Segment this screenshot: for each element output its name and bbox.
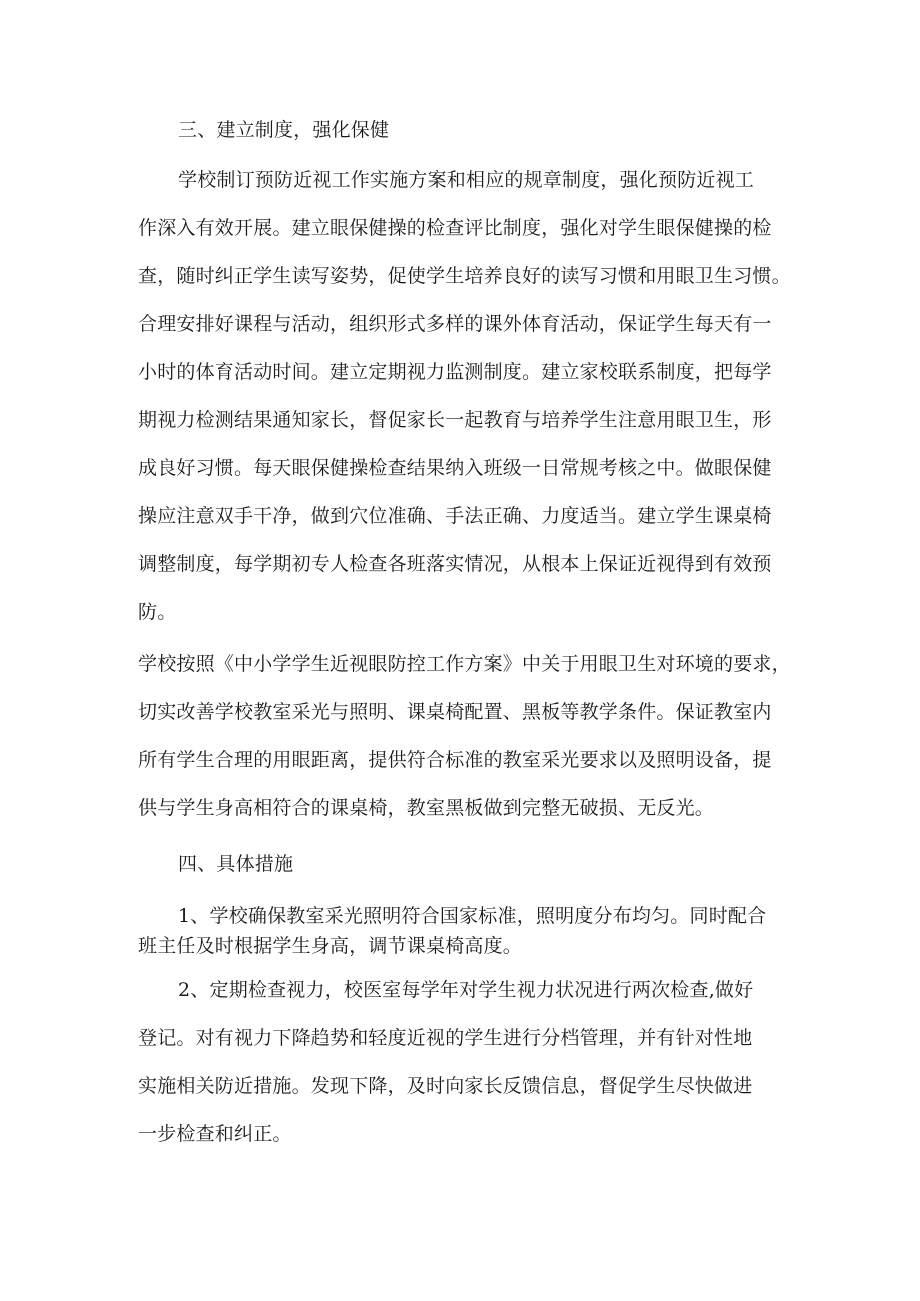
paragraph-line: 作深入有效开展。建立眼保健操的检查评比制度，强化对学生眼保健操的检 — [138, 217, 772, 239]
list-item-line: 登记。对有视力下降趋势和轻度近视的学生进行分档管理，并有针对性地 — [138, 1027, 753, 1049]
paragraph-line: 所有学生合理的用眼距离，提供符合标准的教室采光要求以及照明设备，提 — [138, 749, 772, 771]
paragraph-line: 查，随时纠正学生读写姿势，促使学生培养良好的读写习惯和用眼卫生习惯。 — [138, 265, 791, 287]
paragraph-line: 防。 — [138, 601, 177, 623]
paragraph-line: 学校制订预防近视工作实施方案和相应的规章制度，强化预防近视工 — [178, 169, 755, 191]
paragraph-line: 供与学生身高相符合的课桌椅，教室黑板做到完整无破损、无反光。 — [138, 797, 715, 819]
list-item-line: 一步检查和纠正。 — [138, 1123, 292, 1145]
paragraph-line: 期视力检测结果通知家长，督促家长一起教育与培养学生注意用眼卫生，形 — [138, 409, 772, 431]
section-heading-3: 三、建立制度，强化保健 — [178, 119, 390, 141]
paragraph-line: 成良好习惯。每天眼保健操检查结果纳入班级一日常规考核之中。做眼保健 — [138, 457, 772, 479]
paragraph-line: 小时的体育活动时间。建立定期视力监测制度。建立家校联系制度，把每学 — [138, 361, 772, 383]
paragraph-line: 切实改善学校教室采光与照明、课桌椅配置、黑板等教学条件。保证教室内 — [138, 701, 772, 723]
section-heading-4: 四、具体措施 — [178, 853, 294, 875]
paragraph-line: 调整制度，每学期初专人检查各班落实情况，从根本上保证近视得到有效预 — [138, 553, 772, 575]
list-item-line: 实施相关防近措施。发现下降，及时向家长反馈信息，督促学生尽快做进 — [138, 1075, 753, 1097]
list-item-line: 2、定期检查视力，校医室每学年对学生视力状况进行两次检查,做好 — [178, 979, 754, 1001]
paragraph-line: 操应注意双手干净，做到穴位准确、手法正确、力度适当。建立学生课桌椅 — [138, 505, 772, 527]
list-item-line: 班主任及时根据学生身高，调节课桌椅高度。 — [138, 935, 523, 957]
paragraph-line: 合理安排好课程与活动，组织形式多样的课外体育活动，保证学生每天有一 — [138, 313, 772, 335]
paragraph-line: 学校按照《中小学学生近视眼防控工作方案》中关于用眼卫生对环境的要求， — [138, 653, 791, 675]
list-item-line: 1、学校确保教室采光照明符合国家标准，照明度分布均匀。同时配合 — [178, 905, 767, 927]
